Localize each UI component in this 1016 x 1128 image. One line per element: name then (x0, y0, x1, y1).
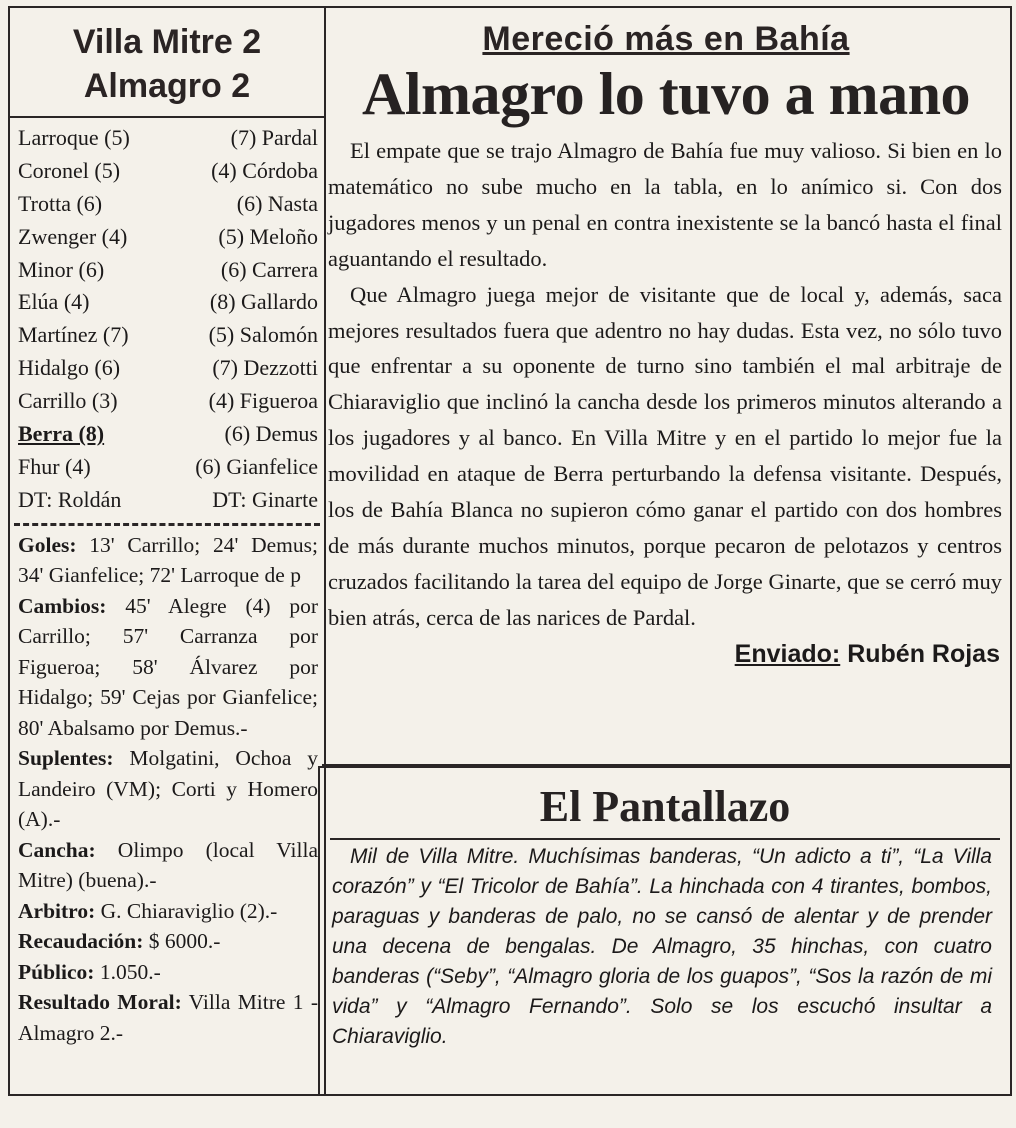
fact-text: G. Chiaraviglio (2).- (95, 898, 278, 923)
away-player: (5) Meloño (218, 223, 318, 249)
away-player: (6) Nasta (236, 190, 318, 216)
article-body (322, 133, 1010, 636)
fact-text: 13' Carrillo; 24' Demus; 34' Gianfelice; 72' Larroque de p (18, 532, 318, 588)
home-player: Zwenger (4) (18, 223, 128, 249)
home-player: Berra (8) (18, 421, 105, 447)
byline (322, 640, 1010, 669)
lineup-row (18, 286, 318, 319)
away-player: (7) Pardal (230, 125, 318, 150)
score-away: Almagro 2 (83, 67, 251, 105)
home-player: Martínez (7) (18, 322, 129, 348)
byline-label: Enviado: (734, 639, 841, 668)
away-player: (8) Gallardo (209, 289, 318, 315)
lineup-row (18, 484, 318, 517)
pantallazo-text: Mil de Villa Mitre. Muchísimas banderas, “Un adicto a ti”, “La Villa corazón” y “El Tricolor de Bahía”. La hinchada con 4 tirantes, bombos, paraguas y banderas de palo, no se cansó de alentar y de prender una decena de bengalas. De Almagro, 35 hinchas, con cuatro banderas (“Seby”, “Almagro gloria de los guapos”, “Sos la razón de mi vida” y “Almagro Fernando”. Solo se los escuchó insultar a Chiaraviglio. (332, 845, 992, 1048)
score-home: Villa Mitre 2 (72, 23, 262, 61)
article-kicker: Mereció más en Bahía (482, 20, 850, 58)
fact-item (18, 591, 318, 744)
away-player: (4) Figueroa (208, 388, 318, 414)
fact-label: Cambios: (18, 593, 107, 618)
away-player: (4) Córdoba (211, 157, 318, 183)
pantallazo-title: El Pantallazo (539, 782, 791, 831)
home-player: Trotta (6) (18, 190, 103, 216)
pantallazo-box (318, 766, 1012, 1096)
lineup-row (18, 221, 318, 254)
fact-text: $ 6000.- (143, 929, 221, 954)
fact-text: 1.050.- (94, 959, 161, 984)
home-player: Fhur (4) (18, 453, 91, 479)
lineup-row (18, 254, 318, 287)
fact-item (18, 957, 318, 988)
article (322, 6, 1012, 766)
fact-item (18, 896, 318, 927)
away-player: (7) Dezzotti (212, 355, 318, 381)
fact-text: Molgatini, Ochoa y Landeiro (VM); Corti y Homero (A).- (18, 746, 318, 832)
fact-label: Goles: (18, 532, 77, 557)
score-header (10, 8, 324, 118)
fact-item (18, 743, 318, 835)
fact-text: Villa Mitre 1 - Almagro 2.- (18, 990, 318, 1045)
home-player: Elúa (4) (18, 289, 90, 315)
article-paragraph: El empate que se trajo Almagro de Bahía fue muy valioso. Si bien en lo matemático no sube mucho en la tabla, en lo anímico si. Con dos jugadores menos y un penal en contra inexistente se la bancó hasta el final aguantando el resultado. (328, 138, 1002, 271)
home-player: DT: Roldán (18, 486, 122, 512)
home-player: Larroque (5) (18, 125, 130, 150)
match-sheet (8, 6, 326, 1096)
fact-item (18, 835, 318, 896)
article-headline: Almagro lo tuvo a mano (362, 61, 970, 127)
byline-name: Rubén Rojas (840, 639, 1000, 668)
away-player: (6) Carrera (220, 256, 318, 282)
home-player: Hidalgo (6) (18, 355, 121, 381)
lineup-row (18, 451, 318, 484)
fact-item (18, 926, 318, 957)
away-player: (6) Demus (224, 421, 318, 447)
fact-label: Recaudación: (18, 929, 144, 954)
away-player: (5) Salomón (208, 322, 318, 348)
home-player: Minor (6) (18, 256, 105, 282)
fact-text: Olimpo (local Villa Mitre) (buena).- (18, 837, 318, 893)
lineup-row (18, 188, 318, 221)
fact-label: Público: (18, 959, 95, 984)
home-player: Carrillo (3) (18, 388, 118, 414)
lineup-row (18, 352, 318, 385)
lineup-row (18, 122, 318, 155)
match-facts (10, 526, 324, 1049)
away-player: DT: Ginarte (212, 486, 318, 512)
lineup-row (18, 319, 318, 352)
home-player: Coronel (5) (18, 157, 121, 183)
lineups (10, 118, 324, 517)
fact-item (18, 987, 318, 1048)
away-player: (6) Gianfelice (195, 453, 318, 479)
fact-label: Resultado Moral: (18, 990, 182, 1015)
lineup-row (18, 155, 318, 188)
lineup-row (18, 418, 318, 451)
fact-text: 45' Alegre (4) por Carrillo; 57' Carranza por Figueroa; 58' Álvarez por Hidalgo; 59' Cejas por Gianfelice; 80' Abalsamo por Demus.- (18, 593, 318, 740)
fact-item (18, 530, 318, 591)
fact-label: Arbitro: (18, 898, 96, 923)
fact-label: Suplentes: (18, 746, 114, 771)
lineup-row (18, 385, 318, 418)
fact-label: Cancha: (18, 837, 96, 862)
article-paragraph: Que Almagro juega mejor de visitante que de local y, además, saca mejores resultados fuera que adentro no hay dudas. Esta vez, no sólo tuvo que enfrentar a su oponente de turno sino también el mal arbitraje de Chiaraviglio que inclinó la cancha desde los primeros minutos alterando a los jugadores y al banco. En Villa Mitre y en el partido lo mejor fue la movilidad en ataque de Berra perturbando la defensa visitante. Después, los de Bahía Blanca no supieron cómo ganar el partido con dos hombres de más durante muchos minutos, porque pecaron de pelotazos y centros cruzados facilitando la tarea del equipo de Jorge Ginarte, que se cerró muy bien atrás, cerca de las narices de Pardal. (328, 281, 1002, 630)
